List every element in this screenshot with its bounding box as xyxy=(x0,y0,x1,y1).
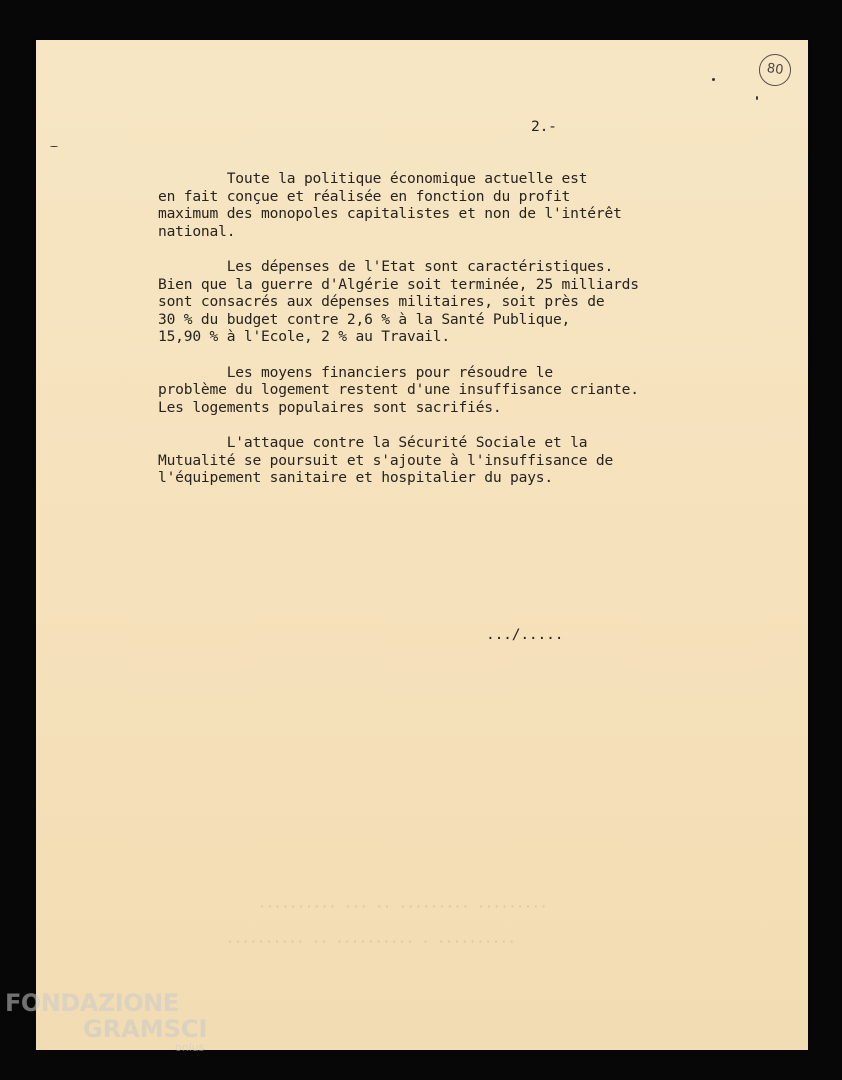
text-line: national. xyxy=(158,222,236,240)
text-line: L'attaque contre la Sécurité Sociale et la xyxy=(158,434,588,451)
text-line: Les moyens financiers pour résoudre le xyxy=(158,363,553,381)
watermark-line2: GRAMSCI xyxy=(83,1015,208,1043)
bleed-through-text: ·········· ··· ·· ········· ········· xyxy=(258,900,548,915)
archive-watermark-logo xyxy=(5,990,207,1054)
ink-speck xyxy=(756,96,758,100)
continuation-marker: .../..... xyxy=(486,626,564,643)
text-line: l'équipement sanitaire et hospitalier du pays. xyxy=(158,469,553,487)
text-line: problème du logement restent d'une insuffisance criante. xyxy=(158,381,639,399)
page-number: 2.- xyxy=(531,118,557,135)
text-line: 30 % du budget contre 2,6 % à la Santé Publique, xyxy=(158,310,571,328)
text-line: en fait conçue et réalisée en fonction du profit xyxy=(158,187,571,205)
bleed-through-text: ·········· ·· ·········· · ·········· xyxy=(226,935,516,950)
text-line: 15,90 % à l'Ecole, 2 % au Travail. xyxy=(158,328,450,346)
ink-speck xyxy=(712,78,715,81)
text-line: Les logements populaires sont sacrifiés. xyxy=(158,398,502,416)
text-line: Bien que la guerre d'Algérie soit terminée, 25 milliards xyxy=(158,275,639,293)
text-line: Mutualité se poursuit et s'ajoute à l'insuffisance de xyxy=(158,451,614,469)
text-line: sont consacrés aux dépenses militaires, soit près de xyxy=(158,293,605,311)
ink-speck xyxy=(50,146,58,147)
text-line: Toute la politique économique actuelle est xyxy=(158,170,588,187)
text-line: maximum des monopoles capitalistes et non de l'intérêt xyxy=(158,205,622,223)
watermark-line3: onlus xyxy=(175,1041,205,1054)
archive-stamp: 80 xyxy=(757,52,793,88)
watermark-line1: FONDAZIONE xyxy=(5,989,179,1017)
document-page xyxy=(36,40,808,1050)
text-line: Les dépenses de l'Etat sont caractéristiques. xyxy=(158,258,614,275)
